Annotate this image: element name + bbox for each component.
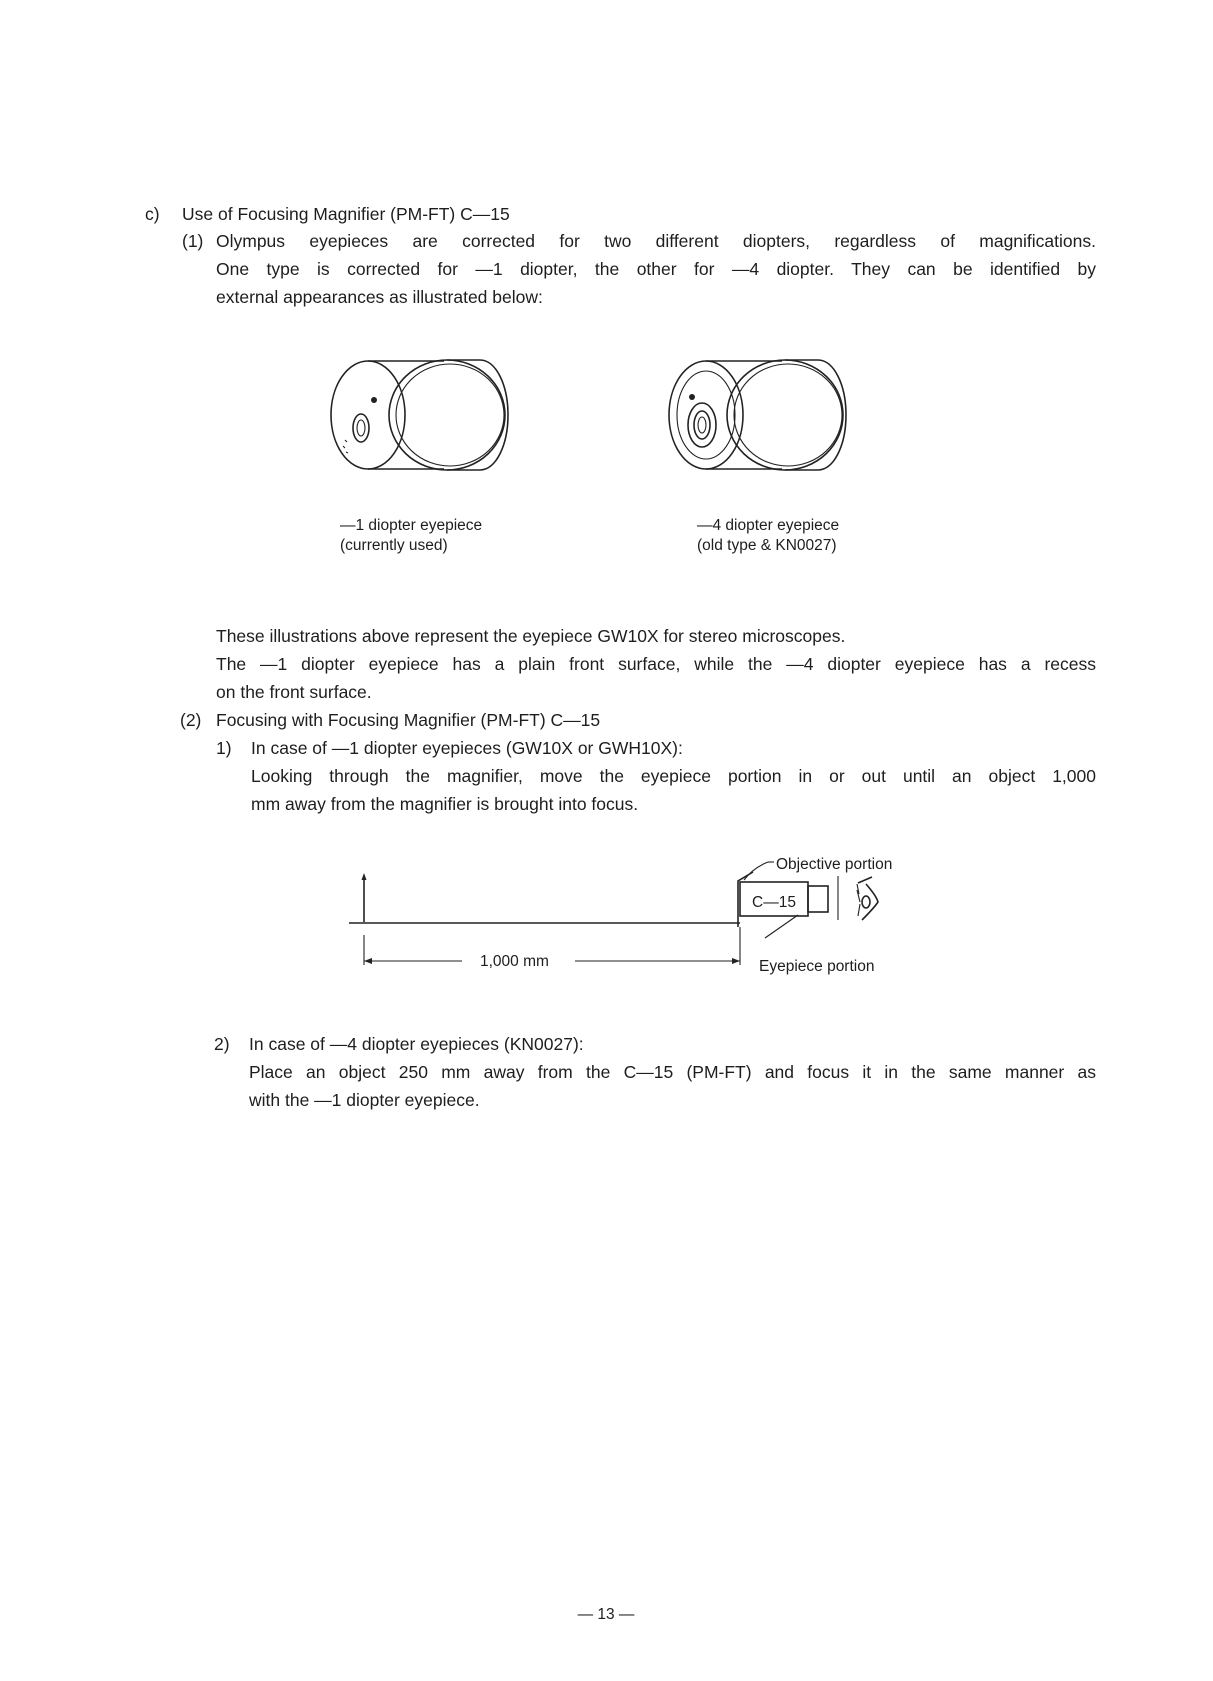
step2-line1: Place an object 250 mm away from the C—15 (PM-FT) and focus it in the same manner as bbox=[249, 1062, 1096, 1082]
step1-line1: Looking through the magnifier, move the eyepiece portion in or out until an object 1,000 bbox=[251, 766, 1096, 786]
item1-line3: external appearances as illustrated below: bbox=[216, 287, 543, 307]
para-line3: on the front surface. bbox=[216, 682, 372, 702]
step2-title: In case of —4 diopter eyepieces (KN0027): bbox=[249, 1034, 584, 1054]
item1-line1: Olympus eyepieces are corrected for two different diopters, regardless of magnifications. bbox=[216, 231, 1096, 251]
item1-label: (1) bbox=[182, 231, 204, 251]
eyepiece-portion-label: Eyepiece portion bbox=[759, 958, 875, 975]
distance-label: 1,000 mm bbox=[480, 953, 549, 970]
left-caption-line2: (currently used) bbox=[340, 537, 448, 554]
section-title: Use of Focusing Magnifier (PM-FT) C—15 bbox=[182, 204, 510, 224]
para-line1: These illustrations above represent the eyepiece GW10X for stereo microscopes. bbox=[216, 626, 846, 646]
item1-line2: One type is corrected for —1 diopter, the other for —4 diopter. They can be identified by bbox=[216, 259, 1096, 279]
step2-line2: with the —1 diopter eyepiece. bbox=[249, 1090, 480, 1110]
page-number: — 13 — bbox=[577, 1606, 635, 1623]
c15-label: C—15 bbox=[752, 894, 796, 911]
left-caption-line1: —1 diopter eyepiece bbox=[340, 517, 483, 534]
step1-label: 1) bbox=[216, 738, 232, 758]
section-label: c) bbox=[145, 204, 160, 224]
item2-label: (2) bbox=[180, 710, 202, 730]
right-caption-line1: —4 diopter eyepiece bbox=[697, 517, 840, 534]
step1-title: In case of —1 diopter eyepieces (GW10X or GWH10X): bbox=[251, 738, 683, 758]
step2-label: 2) bbox=[214, 1034, 230, 1054]
objective-portion-label: Objective portion bbox=[776, 856, 893, 873]
step1-line2: mm away from the magnifier is brought into focus. bbox=[251, 794, 639, 814]
item2-title: Focusing with Focusing Magnifier (PM-FT) C—15 bbox=[216, 710, 601, 730]
right-caption-line2: (old type & KN0027) bbox=[697, 537, 837, 554]
para-line2: The —1 diopter eyepiece has a plain front surface, while the —4 diopter eyepiece has a recess bbox=[216, 654, 1096, 674]
